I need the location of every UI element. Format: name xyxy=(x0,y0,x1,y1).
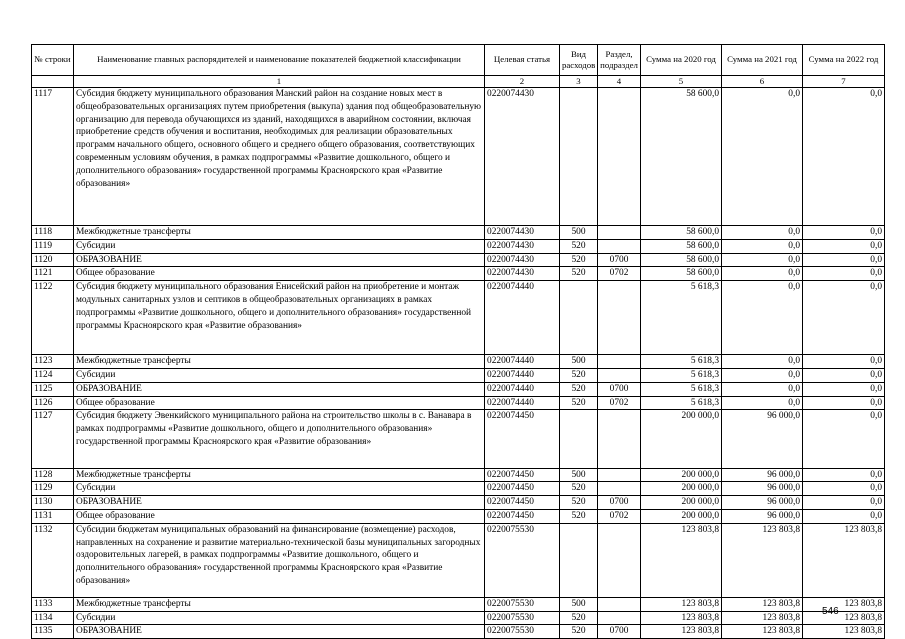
row-number: 1129 xyxy=(32,482,74,496)
row-expense-type: 520 xyxy=(560,267,598,281)
row-sum-2021: 96 000,0 xyxy=(722,410,803,468)
row-name: Субсидии xyxy=(74,611,485,625)
row-number: 1127 xyxy=(32,410,74,468)
row-name: Межбюджетные трансферты xyxy=(74,468,485,482)
row-name: Субсидии xyxy=(74,482,485,496)
row-sum-2022: 0,0 xyxy=(803,355,885,369)
row-number: 1121 xyxy=(32,267,74,281)
row-sum-2021: 0,0 xyxy=(722,396,803,410)
column-number: 7 xyxy=(803,76,885,88)
row-name: Субсидия бюджету муниципального образования Манский район на создание новых мест в общеобразовательных организациях путем приобретения (выкупа) здания под общеобразовательную организацию для перевода обучающихся из зданий, находящихся в аварийном состоянии, включая приобретение средств обучения и воспитания, необходимых для реализации образовательных программ начального общего, основного общего и среднего общего образования, соответствующих современным условиям обучения, в рамках подпрограммы «Развитие дошкольного, общего и дополнительного образования» государственной программы Красноярского края «Развитие образования» xyxy=(74,88,485,226)
row-sum-2020: 123 803,8 xyxy=(641,611,722,625)
column-number-row xyxy=(32,76,885,88)
row-target-article: 0220074440 xyxy=(485,396,560,410)
row-name: Субсидия бюджету Эвенкийского муниципального района на строительство школы в с. Ванавара в рамках подпрограммы «Развитие дошкольного, общего и дополнительного образования» государственной программы Красноярского края «Развитие образования» xyxy=(74,410,485,468)
row-expense-type xyxy=(560,88,598,226)
row-number: 1125 xyxy=(32,382,74,396)
row-name: Межбюджетные трансферты xyxy=(74,226,485,240)
row-sum-2021: 96 000,0 xyxy=(722,509,803,523)
table-row xyxy=(32,253,885,267)
row-sum-2021: 123 803,8 xyxy=(722,625,803,639)
row-number: 1124 xyxy=(32,368,74,382)
table-row xyxy=(32,410,885,468)
row-sum-2020: 58 600,0 xyxy=(641,253,722,267)
row-target-article: 0220074450 xyxy=(485,410,560,468)
row-number: 1118 xyxy=(32,226,74,240)
header-expense-type: Вид расходов xyxy=(560,45,598,76)
header-target: Целевая статья xyxy=(485,45,560,76)
row-sum-2022: 0,0 xyxy=(803,496,885,510)
row-sum-2020: 123 803,8 xyxy=(641,523,722,597)
row-section: 0702 xyxy=(598,267,641,281)
row-target-article: 0220074430 xyxy=(485,88,560,226)
row-sum-2021: 0,0 xyxy=(722,368,803,382)
row-section: 0702 xyxy=(598,509,641,523)
row-target-article: 0220075530 xyxy=(485,625,560,639)
header-sum-2021: Сумма на 2021 год xyxy=(722,45,803,76)
row-sum-2021: 0,0 xyxy=(722,226,803,240)
column-number: 3 xyxy=(560,76,598,88)
row-section xyxy=(598,410,641,468)
row-name: ОБРАЗОВАНИЕ xyxy=(74,382,485,396)
row-name: ОБРАЗОВАНИЕ xyxy=(74,253,485,267)
row-sum-2020: 58 600,0 xyxy=(641,239,722,253)
row-section xyxy=(598,239,641,253)
header-sum-2020: Сумма на 2020 год xyxy=(641,45,722,76)
table-row xyxy=(32,239,885,253)
row-expense-type xyxy=(560,523,598,597)
row-target-article: 0220074450 xyxy=(485,482,560,496)
row-number: 1133 xyxy=(32,597,74,611)
row-sum-2021: 0,0 xyxy=(722,88,803,226)
row-target-article: 0220074430 xyxy=(485,253,560,267)
row-section xyxy=(598,226,641,240)
row-sum-2022: 0,0 xyxy=(803,88,885,226)
table-row xyxy=(32,625,885,639)
row-sum-2021: 0,0 xyxy=(722,281,803,355)
row-target-article: 0220074450 xyxy=(485,509,560,523)
row-sum-2021: 0,0 xyxy=(722,355,803,369)
row-number: 1132 xyxy=(32,523,74,597)
row-sum-2020: 58 600,0 xyxy=(641,267,722,281)
table-row xyxy=(32,355,885,369)
row-expense-type: 500 xyxy=(560,226,598,240)
row-number: 1134 xyxy=(32,611,74,625)
row-sum-2021: 0,0 xyxy=(722,253,803,267)
row-section xyxy=(598,281,641,355)
row-name: Общее образование xyxy=(74,267,485,281)
row-sum-2021: 123 803,8 xyxy=(722,597,803,611)
row-section xyxy=(598,523,641,597)
row-target-article: 0220074440 xyxy=(485,382,560,396)
row-expense-type: 520 xyxy=(560,509,598,523)
row-sum-2021: 123 803,8 xyxy=(722,523,803,597)
row-target-article: 0220074450 xyxy=(485,468,560,482)
row-name: Субсидии xyxy=(74,239,485,253)
budget-table xyxy=(31,44,885,639)
row-name: Субсидии бюджетам муниципальных образований на финансирование (возмещение) расходов, направленных на сохранение и развитие материально-технической базы муниципальных загородных оздоровительных лагерей, в рамках подпрограммы «Развитие дошкольного, общего и дополнительного образования» государственной программы Красноярского края «Развитие образования» xyxy=(74,523,485,597)
row-expense-type: 520 xyxy=(560,482,598,496)
column-number xyxy=(32,76,74,88)
row-expense-type: 520 xyxy=(560,368,598,382)
row-sum-2020: 200 000,0 xyxy=(641,468,722,482)
table-row xyxy=(32,482,885,496)
row-section xyxy=(598,597,641,611)
row-sum-2020: 200 000,0 xyxy=(641,496,722,510)
row-sum-2022: 123 803,8 xyxy=(803,597,885,611)
table-row xyxy=(32,468,885,482)
row-number: 1119 xyxy=(32,239,74,253)
row-name: Общее образование xyxy=(74,396,485,410)
row-sum-2021: 0,0 xyxy=(722,382,803,396)
column-number: 5 xyxy=(641,76,722,88)
row-name: ОБРАЗОВАНИЕ xyxy=(74,625,485,639)
row-sum-2022: 123 803,8 xyxy=(803,611,885,625)
column-number: 6 xyxy=(722,76,803,88)
row-sum-2020: 5 618,3 xyxy=(641,396,722,410)
row-sum-2021: 0,0 xyxy=(722,267,803,281)
row-sum-2020: 200 000,0 xyxy=(641,410,722,468)
column-number: 4 xyxy=(598,76,641,88)
row-name: Общее образование xyxy=(74,509,485,523)
row-name: ОБРАЗОВАНИЕ xyxy=(74,496,485,510)
row-sum-2022: 0,0 xyxy=(803,382,885,396)
row-sum-2022: 123 803,8 xyxy=(803,625,885,639)
row-section xyxy=(598,611,641,625)
row-name: Межбюджетные трансферты xyxy=(74,597,485,611)
row-sum-2020: 5 618,3 xyxy=(641,368,722,382)
column-number: 2 xyxy=(485,76,560,88)
row-expense-type: 500 xyxy=(560,355,598,369)
row-sum-2020: 5 618,3 xyxy=(641,281,722,355)
row-section xyxy=(598,468,641,482)
row-section: 0700 xyxy=(598,496,641,510)
row-sum-2022: 0,0 xyxy=(803,396,885,410)
row-sum-2020: 200 000,0 xyxy=(641,509,722,523)
row-section xyxy=(598,88,641,226)
table-row xyxy=(32,88,885,226)
row-sum-2022: 0,0 xyxy=(803,410,885,468)
header-section: Раздел, подраздел xyxy=(598,45,641,76)
row-sum-2021: 96 000,0 xyxy=(722,482,803,496)
table-row xyxy=(32,226,885,240)
row-target-article: 0220075530 xyxy=(485,523,560,597)
row-number: 1135 xyxy=(32,625,74,639)
header-sum-2022: Сумма на 2022 год xyxy=(803,45,885,76)
row-number: 1130 xyxy=(32,496,74,510)
row-name: Субсидии xyxy=(74,368,485,382)
row-sum-2022: 123 803,8 xyxy=(803,523,885,597)
row-number: 1128 xyxy=(32,468,74,482)
row-expense-type xyxy=(560,410,598,468)
row-target-article: 0220074430 xyxy=(485,226,560,240)
row-sum-2020: 5 618,3 xyxy=(641,382,722,396)
row-sum-2021: 0,0 xyxy=(722,239,803,253)
row-number: 1123 xyxy=(32,355,74,369)
row-number: 1120 xyxy=(32,253,74,267)
row-expense-type: 500 xyxy=(560,468,598,482)
row-section xyxy=(598,368,641,382)
row-expense-type: 520 xyxy=(560,625,598,639)
row-section: 0700 xyxy=(598,253,641,267)
row-name: Субсидия бюджету муниципального образования Енисейский район на приобретение и монтаж модульных санитарных узлов и септиков в общеобразовательных организациях в рамках подпрограммы «Развитие дошкольного, общего и дополнительного образования» государственной программы Красноярского края «Развитие образования» xyxy=(74,281,485,355)
row-sum-2022: 0,0 xyxy=(803,239,885,253)
row-number: 1126 xyxy=(32,396,74,410)
row-sum-2022: 0,0 xyxy=(803,509,885,523)
row-sum-2022: 0,0 xyxy=(803,482,885,496)
header-row-number: № строки xyxy=(32,45,74,76)
row-sum-2020: 123 803,8 xyxy=(641,597,722,611)
row-expense-type: 520 xyxy=(560,496,598,510)
row-sum-2020: 58 600,0 xyxy=(641,226,722,240)
row-target-article: 0220074440 xyxy=(485,281,560,355)
table-row xyxy=(32,509,885,523)
row-sum-2021: 96 000,0 xyxy=(722,468,803,482)
row-target-article: 0220074430 xyxy=(485,267,560,281)
table-row xyxy=(32,368,885,382)
row-section: 0702 xyxy=(598,396,641,410)
row-sum-2022: 0,0 xyxy=(803,468,885,482)
row-expense-type xyxy=(560,281,598,355)
row-target-article: 0220075530 xyxy=(485,597,560,611)
row-section xyxy=(598,482,641,496)
row-target-article: 0220075530 xyxy=(485,611,560,625)
row-number: 1122 xyxy=(32,281,74,355)
table-row xyxy=(32,382,885,396)
row-expense-type: 500 xyxy=(560,597,598,611)
row-section xyxy=(598,355,641,369)
header-row xyxy=(32,45,885,76)
table-row xyxy=(32,611,885,625)
table-row xyxy=(32,523,885,597)
row-section: 0700 xyxy=(598,382,641,396)
header-name: Наименование главных распорядителей и наименование показателей бюджетной классификации xyxy=(74,45,485,76)
row-name: Межбюджетные трансферты xyxy=(74,355,485,369)
table-row xyxy=(32,496,885,510)
row-number: 1131 xyxy=(32,509,74,523)
row-sum-2021: 96 000,0 xyxy=(722,496,803,510)
table-row xyxy=(32,396,885,410)
row-sum-2020: 5 618,3 xyxy=(641,355,722,369)
row-sum-2022: 0,0 xyxy=(803,253,885,267)
row-sum-2020: 200 000,0 xyxy=(641,482,722,496)
row-sum-2022: 0,0 xyxy=(803,281,885,355)
row-expense-type: 520 xyxy=(560,611,598,625)
row-sum-2022: 0,0 xyxy=(803,267,885,281)
row-target-article: 0220074450 xyxy=(485,496,560,510)
table-row xyxy=(32,281,885,355)
table-row xyxy=(32,597,885,611)
row-target-article: 0220074440 xyxy=(485,368,560,382)
row-sum-2022: 0,0 xyxy=(803,226,885,240)
row-expense-type: 520 xyxy=(560,396,598,410)
row-section: 0700 xyxy=(598,625,641,639)
row-target-article: 0220074430 xyxy=(485,239,560,253)
row-sum-2022: 0,0 xyxy=(803,368,885,382)
row-sum-2021: 123 803,8 xyxy=(722,611,803,625)
row-expense-type: 520 xyxy=(560,253,598,267)
column-number: 1 xyxy=(74,76,485,88)
row-sum-2020: 58 600,0 xyxy=(641,88,722,226)
row-sum-2020: 123 803,8 xyxy=(641,625,722,639)
row-expense-type: 520 xyxy=(560,239,598,253)
table-row xyxy=(32,267,885,281)
row-expense-type: 520 xyxy=(560,382,598,396)
table-body xyxy=(32,88,885,639)
row-target-article: 0220074440 xyxy=(485,355,560,369)
page-number: 546 xyxy=(822,606,839,617)
row-number: 1117 xyxy=(32,88,74,226)
